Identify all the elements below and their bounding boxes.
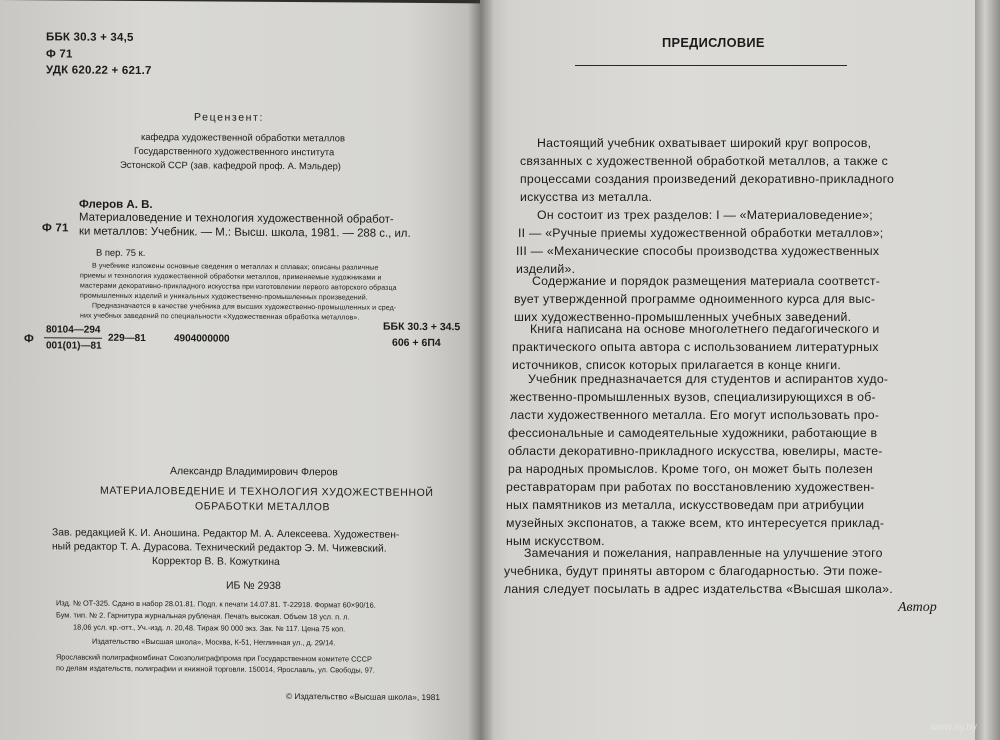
printer-line: по делам издательств, полиграфии и книжной торговли. 150014, Ярославль, ул. Свободы, 97. [56,663,375,675]
book-entry-line: Материаловедение и технология художественной обработ- [79,211,394,226]
publisher-line: Издательство «Высшая школа», Москва, К-51, Неглинная ул., д. 29/14. [92,636,336,648]
preface-line: связанных с художественной обработкой металлов, а также с [520,154,888,168]
preface-line: ра народных промыслов. Кроме того, он может быть полезен [508,462,873,476]
book-entry-line: ки металлов: Учебник. — М.: Высш. школа, 1981. — 288 с., ил. [79,225,411,240]
preface-line: практического опыта автора с использованием литературных [512,340,879,354]
preface-line: музейных экспонатов, а также всем, кто интересуется приклад- [506,516,885,530]
preface-line: жественно-промышленных вузов, специализирующихся в об- [510,390,876,404]
catalog-bbk: ББК 30.3 + 34.5 [383,320,461,334]
preface-line: лания следует посылать в адрес издательства «Высшая школа». [504,582,893,596]
annotation-line: Предназначается в качестве учебника для высших художественно-промышленных и сред- [92,302,397,312]
reviewer-line: кафедра художественной обработки металлов [141,130,345,144]
book-gutter [468,0,494,740]
bbk-code: ББК 30.3 + 34,5 [46,31,134,44]
catalog-num-top: 80104—294 [46,324,101,336]
editors-line: Корректор В. В. Кожуткина [152,556,280,568]
preface-line: искусства из металла. [520,190,653,204]
udk-code: УДК 620.22 + 621.7 [46,64,152,78]
ib-number: ИБ № 2938 [226,579,281,592]
catalog-mid: 229—81 [108,332,146,345]
copyright: © Издательство «Высшая школа», 1981 [286,690,440,703]
binding-price: В пер. 75 к. [96,246,146,259]
annotation-line: них учебных заведений по специальности «Художественная обработка металлов». [80,312,360,322]
book-title-line: ОБРАБОТКИ МЕТАЛЛОВ [195,500,331,514]
editors-line: ный редактор Т. А. Дурасова. Технический редактор Э. М. Чижевский. [52,541,387,555]
reviewer-line: Эстонской ССР (зав. кафедрой проф. А. Мэльдер) [120,158,341,172]
preface-line: Учебник предназначается для студентов и аспирантов худо- [528,372,889,386]
watermark: www.ay.by [930,722,978,733]
print-line: 18,06 усл. кр.-отт., Уч.-изд. л. 20,48. Тираж 90 000 экз. Зак. № 117. Цена 75 коп. [73,622,346,634]
preface-line: Настоящий учебник охватывает широкий круг вопросов, [537,136,872,150]
printer-line: Ярославский полиграфкомбинат Союзполиграфпрома при Государственном комитете СССР [56,652,372,664]
preface-line: ласти художественного металла. Его могут использовать про- [510,408,880,422]
preface-line: Он состоит из трех разделов: I — «Материаловедение»; [537,208,873,222]
author-full-name: Александр Владимирович Флеров [170,465,338,479]
preface-line: области декоративно-прикладного искусства, ювелиры, масте- [508,444,883,458]
annotation-line: мастерами декоративно-прикладного искусства при изготовлении первого авторского образца [80,282,397,292]
preface-line: ных памятников из металла, искусствоведам при атрибуции [506,498,865,512]
annotation-line: промышленных изделий и уникальных художественно-промышленных произведений. [80,292,368,302]
preface-line: реставраторам при работах по восстановлению художествен- [506,480,875,494]
preface-line: Книга написана на основе многолетнего педагогического и [530,322,880,336]
editors-line: Зав. редакцией К. И. Аношина. Редактор М. А. Алексеева. Художествен- [52,527,400,541]
preface-line: ным искусством. [506,534,605,548]
preface-line: фессиональные и самодеятельные художники, работающие в [508,426,878,440]
annotation-line: приемы и технология художественной обработки металлов, применяемые художниками и [80,272,382,282]
preface-line: Содержание и порядок размещения материала соответст- [532,274,881,288]
print-line: Бум. тип. № 2. Гарнитура журнальная рубленая. Печать высокая. Объем 18 усл. п. л. [56,610,350,622]
catalog-f: Ф [24,333,35,346]
preface-heading: ПРЕДИСЛОВИЕ [662,35,765,50]
catalog-num: 606 + 6П4 [392,336,441,350]
annotation-line: В учебнике изложены основные сведения о металлах и сплавах; описаны различные [92,262,379,272]
preface-line: вует утвержденной программе одноименного курса для выс- [514,292,876,306]
preface-line: II — «Ручные приемы художественной обработки металлов»; [518,226,884,240]
print-line: Изд. № ОТ-325. Сдано в набор 28.01.81. Подп. к печати 14.07.81. Т-22918. Формат 60×90/16. [56,598,376,610]
author-signature: Автор [898,600,937,615]
catalog-num-bottom: 001(01)—81 [46,340,102,352]
reviewer-label: Рецензент: [194,111,264,124]
f-code: Ф 71 [46,48,73,61]
preface-line: источников, список которых прилагается в конце книги. [512,358,842,372]
reviewer-line: Государственного художественного института [134,144,335,158]
preface-line: III — «Механические способы производства художественных [516,244,880,258]
preface-line: ших художественно-промышленных учебных заведений. [514,310,852,324]
catalog-code: 4904000000 [174,333,230,345]
left-page [0,0,480,740]
author-name: Флеров А. В. [79,198,153,212]
right-page [480,0,977,740]
book-title-line: МАТЕРИАЛОВЕДЕНИЕ И ТЕХНОЛОГИЯ ХУДОЖЕСТВЕННОЙ [100,484,434,500]
index-code: Ф 71 [42,222,69,235]
preface-line: процессами создания произведений декоративно-прикладного [520,172,895,186]
preface-line: учебника, будут приняты автором с благодарностью. Эти поже- [504,564,883,578]
preface-line: изделий». [516,262,576,276]
page-edge [975,0,1000,740]
preface-line: Замечания и пожелания, направленные на улучшение этого [524,546,883,560]
